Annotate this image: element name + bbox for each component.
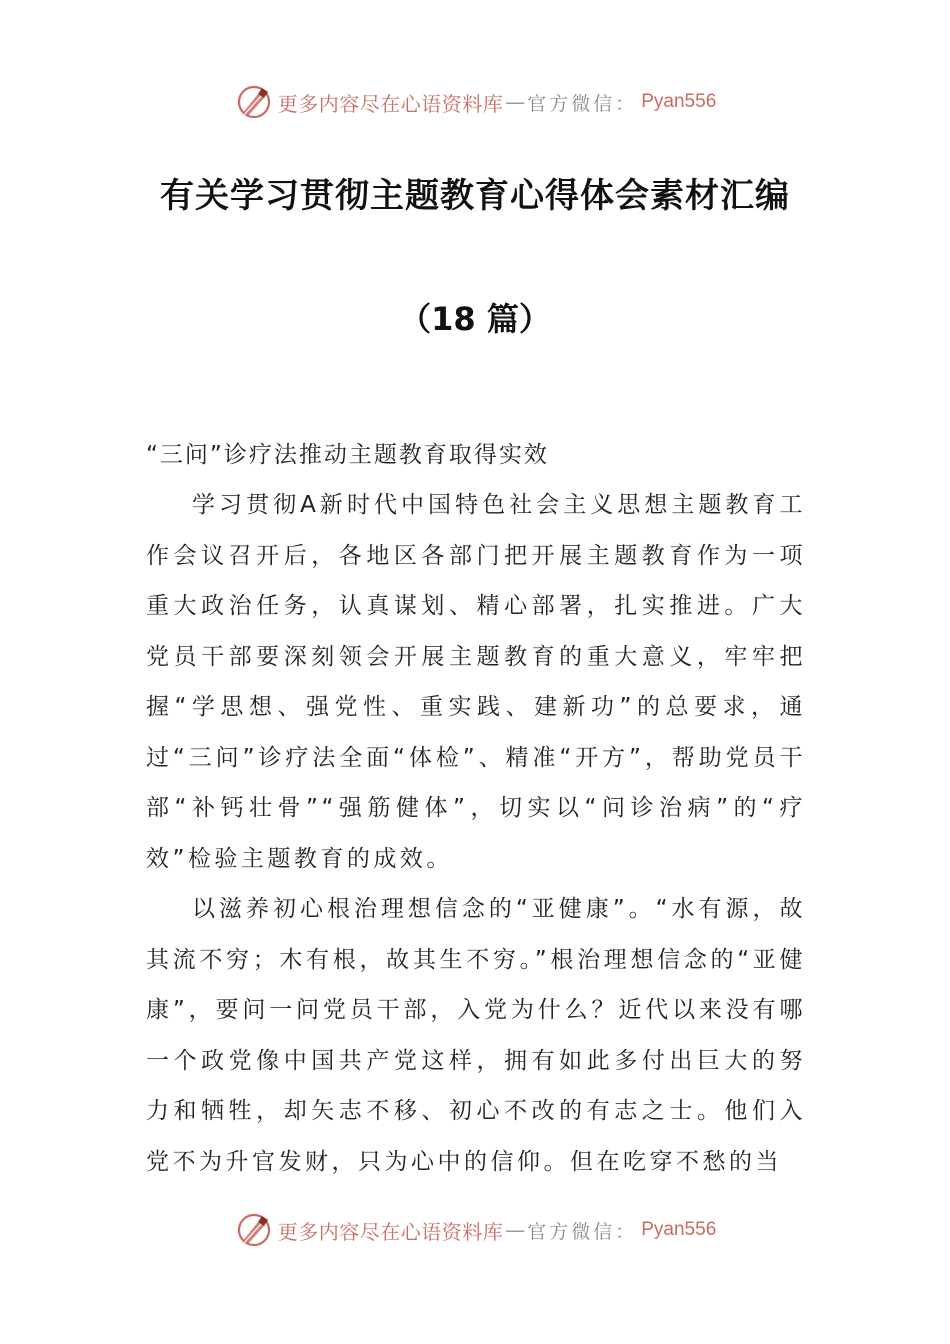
article-body <box>146 430 806 1187</box>
wechat-id: Pyan556 <box>641 1219 717 1240</box>
brand-text: 更多内容尽在心语资料库 <box>277 1219 504 1244</box>
banner-separator: — <box>505 90 526 114</box>
document-subtitle: （18 篇） <box>399 300 551 338</box>
wechat-id: Pyan556 <box>641 91 717 112</box>
paragraph: 学习贯彻A新时代中国特色社会主义思想主题教育工作会议召开后，各地区各部门把开展主题教育作为一项重大政治任务，认真谋划、精心部署，扎实推进。广大党员干部要深刻领会开展主题教育的重大意义，牢牢把握“学思想、强党性、重实践、建新功”的总要求，通过“三问”诊疗法全面“体检”、精准“开方”，帮助党员干部“补钙壮骨”“强筋健体”，切实以“问诊治病”的“疗效”检验主题教育的成效。 <box>146 492 806 872</box>
paragraph: 以滋养初心根治理想信念的“亚健康”。“水有源，故其流不穷；木有根，故其生不穷。”根治理想信念的“亚健康”，要问一问党员干部，入党为什么？近代以来没有哪一个政党像中国共产党这样，拥有如此多付出巨大的努力和牺牲，却矢志不移、初心不改的有志之士。他们入党不为升官发财，只为心中的信仰。但在吃穿不愁的当 <box>146 896 806 1175</box>
wechat-label: 官方微信： <box>527 1220 638 1243</box>
document-title: 有关学习贯彻主题教育心得体会素材汇编 <box>160 176 790 216</box>
pen-nib-circle-icon <box>234 1210 274 1250</box>
header-banner <box>0 80 950 124</box>
banner-separator: — <box>505 1218 526 1242</box>
article-heading: “三问”诊疗法推动主题教育取得实效 <box>146 442 549 468</box>
wechat-label: 官方微信： <box>527 92 638 115</box>
footer-banner <box>0 1208 950 1252</box>
brand-text: 更多内容尽在心语资料库 <box>277 91 504 116</box>
pen-nib-circle-icon <box>234 82 274 122</box>
